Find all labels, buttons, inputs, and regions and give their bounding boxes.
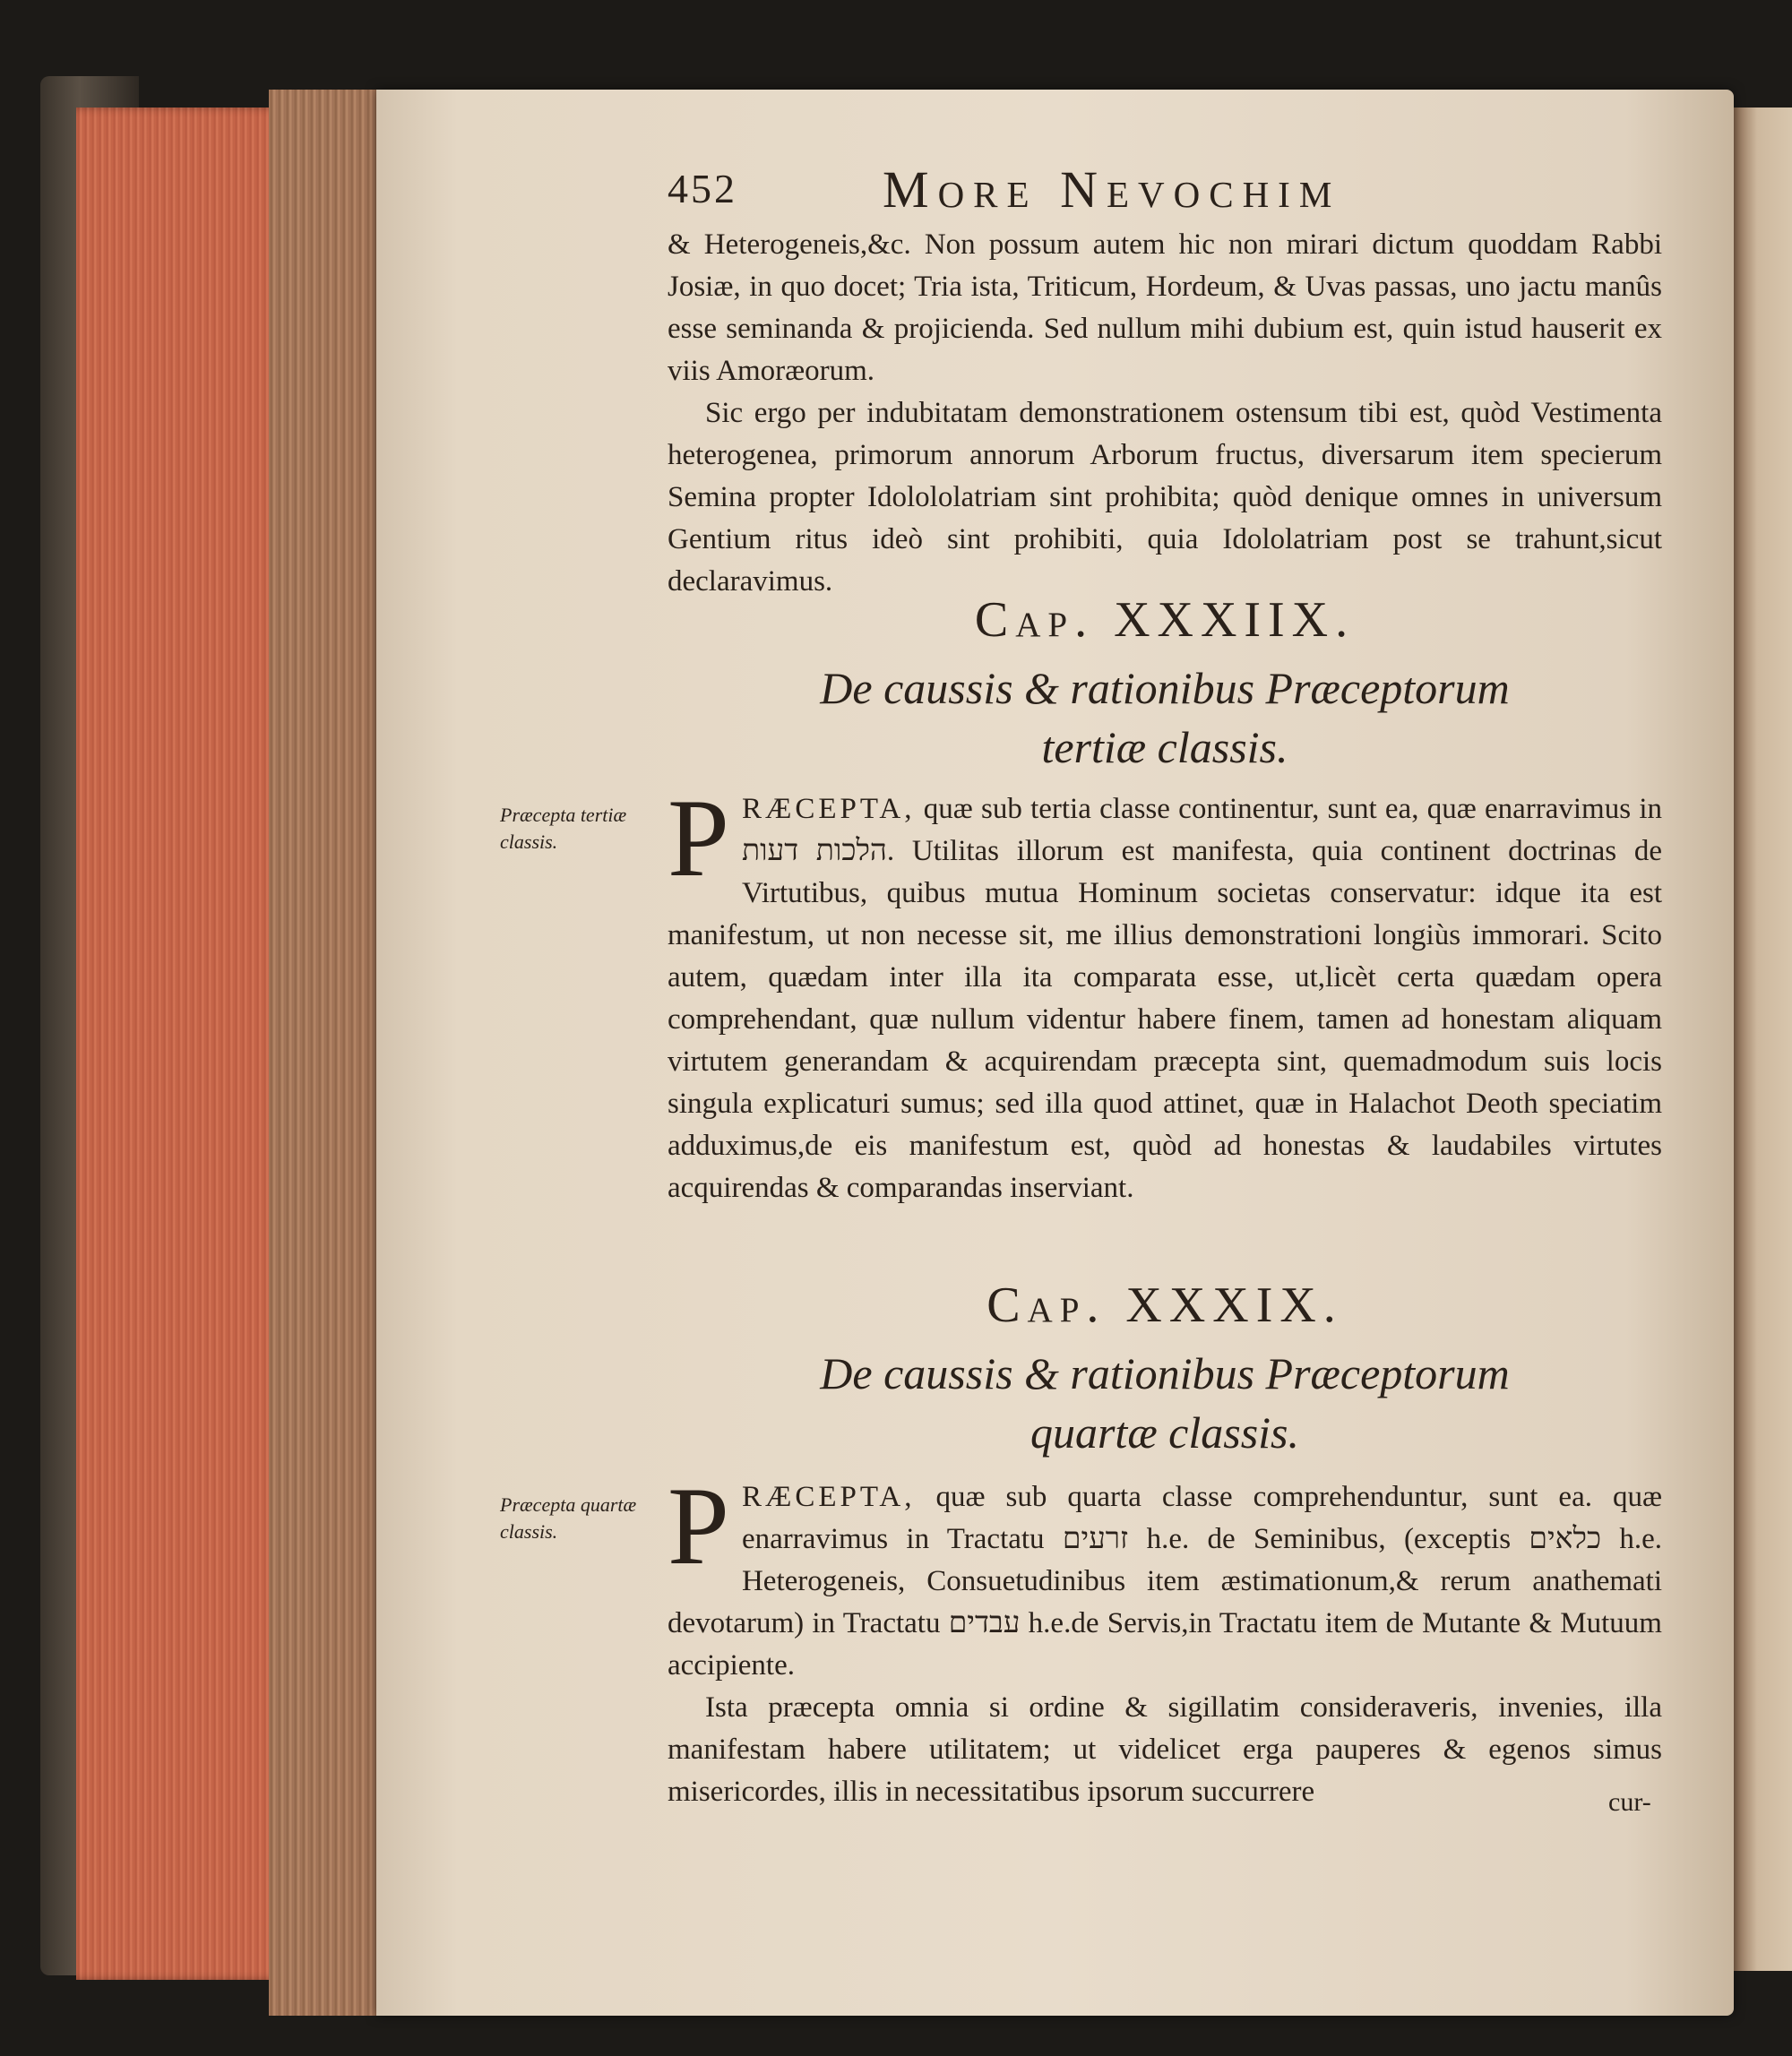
catchword: cur-: [1608, 1787, 1651, 1817]
chapter-heading: Cap. XXXIX.: [986, 1277, 1343, 1333]
paragraph: [668, 777, 1662, 1209]
opening-text: [668, 224, 1662, 603]
drop-cap: P: [668, 1465, 729, 1587]
paragraph-text: quæ sub tertia classe continentur, sunt ea, quæ enarravimus in הלכות דעות. Utilitas illorum est manifesta, quia continent doctrinas de Virtutibus, quibus mutua Hominum societas conservatur: idque ita est manifestum, ut non necesse sit, me illius demonstrationi longiùs immorari. Scito autem, quædam inter illa ita comparata esse, ut,licèt certa quædam opera comprehendant, quæ nullum videntur habere finem, tamen ad honestam aliquam virtutem generandam & acquirendam præcepta sint, quemadmodum suis locis singula explicaturi sumus; sed illa quod attinet, quæ in Halachot Deoth speciatim adduximus,de eis manifestum est, quòd ad honestas & laudabiles virtutes acquirendas & comparandas inserviant.: [668, 793, 1662, 1204]
paragraph: Ista præcepta omnia si ordine & sigillatim consideraveris, invenies, illa manifestam habere utilitatem; ut videlicet erga pauperes & egenos simus misericordes, illis in necessitatibus ipsorum succurrere: [668, 1691, 1662, 1808]
chapter-heading: Cap. XXXIIX.: [974, 592, 1356, 648]
lead-small-caps: RÆCEPTA,: [741, 1481, 916, 1513]
paragraph-text: quæ sub quarta classe comprehenduntur, sunt ea. quæ enarravimus in Tractatu זרעים h.e. de Seminibus, (exceptis כלאים h.e. Heterogeneis, Consuetudinibus item æstimationum,& rerum anathemati devotarum) in Tractatu עבדים h.e.de Servis,in Tractatu item de Mutante & Mutuum accipiente.: [668, 1481, 1662, 1682]
chapter-text: [668, 777, 1662, 1209]
running-header: [668, 159, 1474, 222]
chapter-subtitle-line: tertiæ classis.: [1041, 722, 1288, 772]
margin-note: Præcepta tertiæ classis.: [500, 804, 627, 853]
page-number: 452: [668, 166, 737, 211]
facing-page-edge: [1734, 108, 1792, 1971]
paragraph: Sic ergo per indubitatam demonstrationem ostensum tibi est, quòd Vestimenta heterogenea, primorum annorum Arborum fructus, diversarum item specierum Semina propter Idolololatriam sint prohibita; quòd denique omnes in universum Gentium ritus ideò sint prohibiti, quia Idololatriam post se trahunt,sicut declaravimus.: [668, 397, 1662, 598]
red-page-edges: [76, 108, 282, 1980]
chapter-subtitle-line: De caussis & rationibus Præceptorum: [820, 663, 1510, 713]
chapter-subtitle-line: De caussis & rationibus Præceptorum: [820, 1348, 1510, 1398]
margin-note: Præcepta quartæ classis.: [500, 1493, 637, 1543]
paragraph: & Heterogeneis,&c. Non possum autem hic non mirari dictum quoddam Rabbi Josiæ, in quo docet; Tria ista, Triticum, Hordeum, & Uvas passas, uno jactu manûs esse seminanda & projicienda. Sed nullum mihi dubium est, quin istud hauserit ex viis Amoræorum.: [668, 228, 1662, 387]
chapter-text: [668, 1465, 1662, 1813]
running-title: More Nevochim: [883, 160, 1341, 219]
page-stack-edges: [269, 90, 376, 2016]
chapter-subtitle: [668, 658, 1662, 777]
paragraph: [668, 1465, 1662, 1687]
chapter-subtitle: [668, 1344, 1662, 1462]
drop-cap: P: [668, 777, 729, 899]
chapter-subtitle-line: quartæ classis.: [1030, 1407, 1300, 1458]
lead-small-caps: RÆCEPTA,: [741, 793, 916, 825]
